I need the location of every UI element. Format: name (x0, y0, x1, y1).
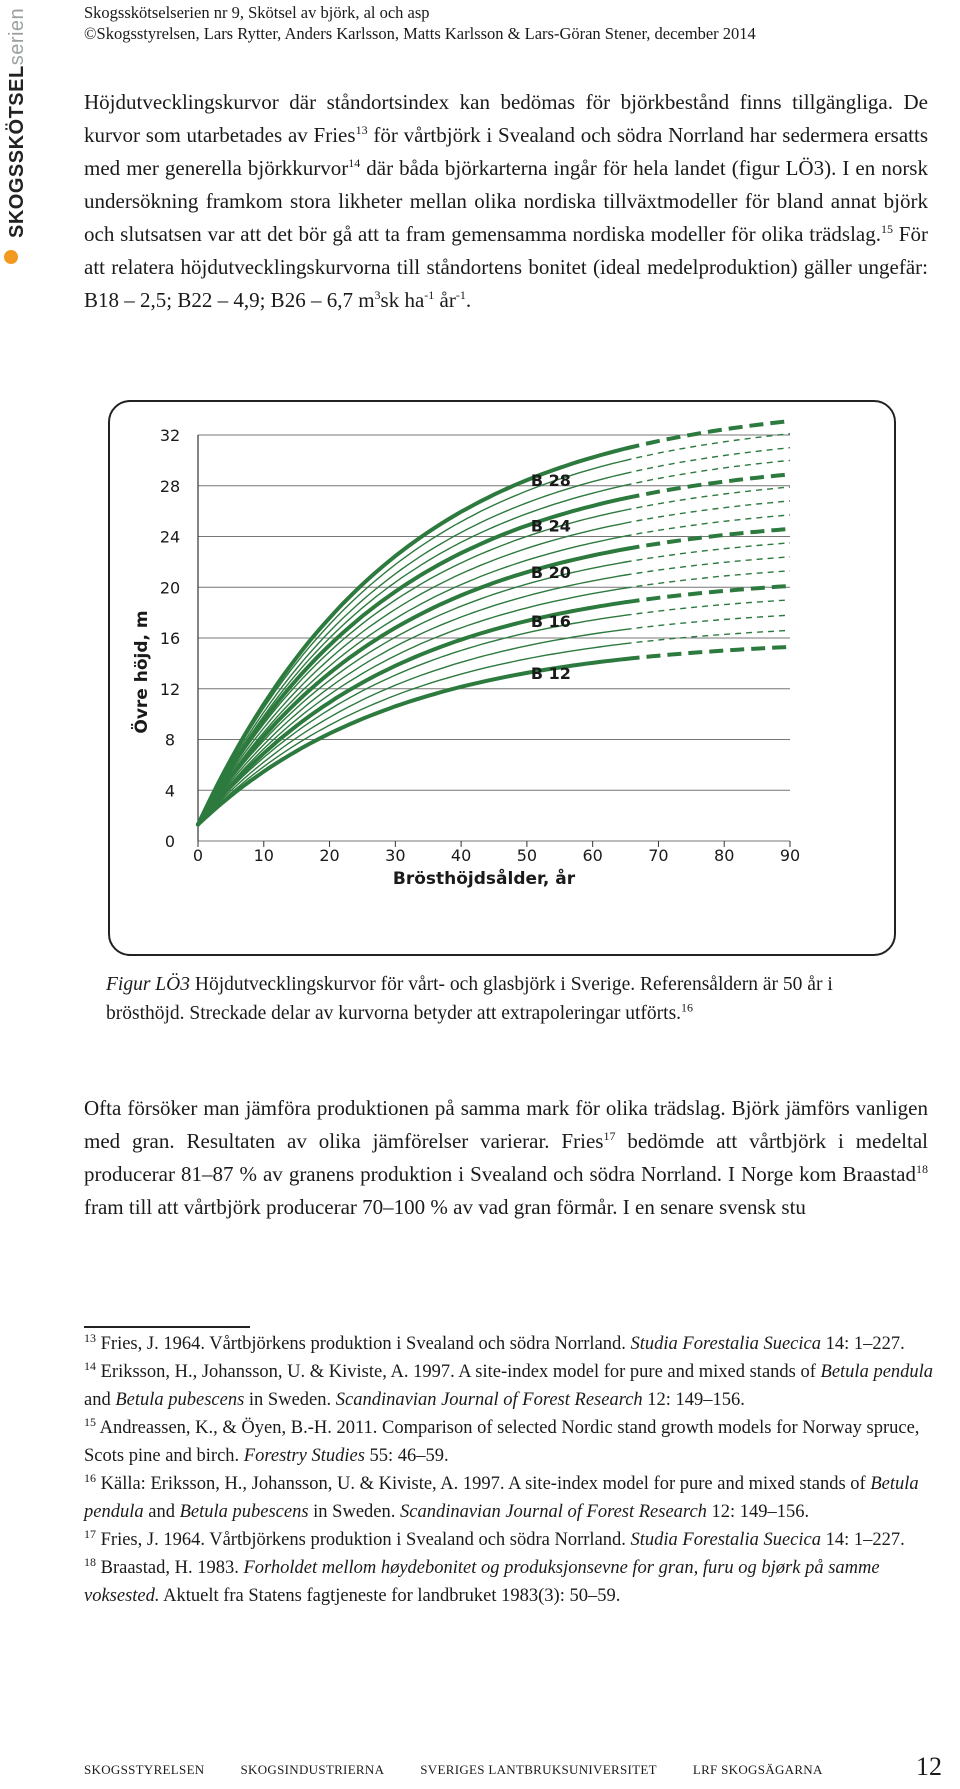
footnote-text: Betula pendula (820, 1362, 934, 1382)
y-axis-title: Övre höjd, m (132, 610, 152, 734)
y-tick-label: 16 (159, 629, 181, 648)
p1-text: För att relatera höjdutvecklingskurvorna till ståndortens bonitet (ideal medelproduktion) gäller ungefär: B18 – 2,5; B22 – 4,9; B26 – 6,7 m (84, 222, 928, 312)
caption-text: Höjdutvecklingskurvor för vårt- och glasbjörk i Sverige. Referensåldern är 50 år i brösthöjd. Streckade delar av kurvorna betyder att extrapoleringar utförts. (106, 974, 833, 1024)
footer-partner: LRF SKOGSÄGARNA (692, 1762, 823, 1777)
footnote-text: Braastad, H. 1983. (96, 1558, 244, 1578)
page-number: 12 (916, 1752, 942, 1781)
header-series: Skogsskötselserien nr 9, Skötsel av björk, al och asp (84, 3, 430, 22)
footnote-ref-14[interactable]: 14 (348, 156, 361, 170)
footnote-text: Betula pubescens (179, 1502, 309, 1522)
p2-text: Ofta försöker man jämföra produktionen på samma mark för olika trädslag. Björk jämförs vanligen med gran. Resultaten av olika jämförelser varierar. Fries (84, 1096, 928, 1153)
figure-caption (106, 970, 906, 1028)
x-tick-label: 0 (192, 846, 204, 865)
x-tick-label: 50 (516, 846, 538, 865)
series-label: B 12 (530, 663, 571, 683)
footnote-number: 15 (84, 1414, 96, 1429)
footnote-text: in Sweden. (244, 1390, 336, 1410)
side-brand (2, 7, 28, 260)
p2-text: bedömde att vårtbjörk i medeltal producerar 81–87 % av granens produktion i Svealand och södra Norrland. I Norge kom Braastad (84, 1129, 928, 1186)
p1-text: sk ha (380, 288, 425, 312)
curve-b24 (198, 498, 626, 824)
curve-thin-dashed (626, 557, 790, 575)
footnote-number: 17 (84, 1526, 96, 1541)
paragraph-1 (84, 86, 928, 317)
footnote-text: Forestry Studies (243, 1446, 365, 1466)
curve-thin-dashed (626, 487, 790, 510)
y-tick-label: 4 (164, 781, 176, 801)
footnote-ref-13[interactable]: 13 (355, 123, 368, 137)
caption-label: Figur LÖ3 (106, 974, 190, 995)
footnote-text: Fries, J. 1964. Vårtbjörkens produktion i Svealand och södra Norrland. (96, 1530, 631, 1550)
footnote-text: Fries, J. 1964. Vårtbjörkens produktion i Svealand och södra Norrland. (96, 1334, 631, 1354)
p1-text: . (465, 288, 472, 312)
footnote-15 (84, 1414, 934, 1470)
y-tick-label: 0 (164, 832, 176, 851)
p2-text: fram till att vårtbjörk producerar 70–100 % av vad gran förmår. I en senare svensk stu (84, 1195, 806, 1219)
curve-thin-dashed (626, 630, 790, 643)
footnote-number: 14 (84, 1358, 96, 1373)
footnote-text: 14: 1–227. (820, 1530, 905, 1550)
footnote-text: Scandinavian Journal of Forest Research (335, 1390, 643, 1410)
series-label: B 16 (530, 611, 571, 631)
footnote-17 (84, 1526, 934, 1554)
curve-thin-dashed (626, 434, 790, 461)
curve-thin-dashed (626, 460, 790, 485)
footnote-ref-15[interactable]: 15 (880, 222, 893, 236)
footnote-number: 16 (84, 1470, 96, 1485)
running-header (84, 2, 944, 44)
x-axis-title: Brösthöjdsålder, år (392, 869, 576, 889)
footnote-divider (84, 1326, 250, 1328)
p1-text: för vårtbjörk i Svealand och södra Norrland har sedermera ersatts med mer generella björkkurvor (84, 123, 928, 180)
footnote-13 (84, 1330, 934, 1358)
figure-lo3 (108, 400, 896, 956)
footnote-16 (84, 1470, 934, 1526)
footnote-text: and (84, 1390, 116, 1410)
curve-thin (198, 562, 626, 825)
footnote-text: 14: 1–227. (820, 1334, 905, 1354)
x-tick-label: 70 (648, 846, 669, 865)
superscript: -1 (424, 288, 435, 302)
wordmark-bold: SKOGSSKÖTSEL (6, 65, 28, 238)
x-tick-label: 20 (319, 846, 340, 865)
p1-text: Höjdutvecklingskurvor där ståndortsindex kan bedömas för björkbestånd finns tillgängliga. De kurvor som utarbetades av Fries (84, 90, 928, 147)
footnote-ref-18[interactable]: 18 (916, 1162, 928, 1176)
x-tick-label: 80 (714, 846, 735, 865)
footnote-text: Betula pubescens (115, 1390, 245, 1410)
footnote-text: Betula pendula (84, 1474, 919, 1522)
p1-text: år (434, 288, 456, 312)
y-tick-label: 8 (164, 730, 176, 750)
footnotes (84, 1330, 934, 1610)
series-label: B 28 (530, 471, 571, 491)
footnote-text: Forholdet mellom høydebonitet og produksjonsevne for gran, furu og bjørk på samme voksested. (84, 1558, 880, 1606)
curve-b12-dashed (626, 647, 790, 659)
y-tick-label: 12 (159, 679, 181, 699)
footnote-18 (84, 1554, 934, 1610)
footnote-number: 13 (84, 1330, 96, 1345)
footer-partner: SKOGSINDUSTRIERNA (240, 1762, 385, 1777)
footnote-text: Scandinavian Journal of Forest Research (400, 1502, 707, 1522)
x-tick-label: 10 (253, 846, 274, 865)
x-tick-label: 40 (450, 846, 472, 865)
footer-partner: SVERIGES LANTBRUKSUNIVERSITET (420, 1762, 657, 1777)
curve-thin-dashed (626, 501, 790, 523)
footnote-text: 12: 149–156. (706, 1502, 810, 1522)
footnote-number: 18 (84, 1554, 96, 1569)
footnote-text: in Sweden. (308, 1502, 400, 1522)
p1-text: där båda björkarterna ingår för hela landet (figur LÖ3). I en norsk undersökning framkom stora likheter mellan olika nordiska tillväxtmodeller för bland annat björk och slutsatsen var att det bör gå att ta fram gemensamma nordiska modeller för olika trädslag. (84, 156, 928, 246)
x-tick-label: 60 (582, 846, 603, 865)
brand-dot-icon (4, 250, 18, 264)
header-copyright: ©Skogsstyrelsen, Lars Rytter, Anders Karlsson, Matts Karlsson & Lars-Göran Stener, december 2014 (84, 24, 756, 43)
y-tick-label: 32 (159, 426, 181, 445)
footer-partner: SKOGSSTYRELSEN (84, 1762, 205, 1777)
series-label: B 20 (530, 563, 571, 583)
curve-thin-dashed (626, 571, 790, 588)
curve-thin-dashed (626, 600, 790, 615)
y-tick-label: 20 (159, 578, 181, 598)
footnote-ref-17[interactable]: 17 (603, 1129, 616, 1143)
series-label: B 24 (530, 516, 571, 536)
curve-thin-dashed (626, 448, 790, 474)
height-curves-chart (110, 402, 898, 958)
footnote-text: and (143, 1502, 180, 1522)
wordmark-light: serien (6, 7, 28, 66)
footnote-text: Studia Forestalia Suecica (630, 1530, 821, 1550)
series-wordmark (4, 7, 30, 238)
footnote-14 (84, 1358, 934, 1414)
footnote-text: Källa: Eriksson, H., Johansson, U. & Kiviste, A. 1997. A site-index model for pure and mixed stands of (96, 1474, 871, 1494)
paragraph-2 (84, 1092, 928, 1224)
footnote-text: Aktuelt fra Statens fagtjeneste for landbruket 1983(3): 50–59. (159, 1586, 621, 1606)
superscript: -1 (455, 288, 466, 302)
curve-thin-dashed (626, 615, 790, 629)
superscript: 3 (374, 288, 381, 302)
footnote-ref-16[interactable]: 16 (681, 1000, 694, 1015)
page-footer (84, 1762, 864, 1778)
y-tick-label: 28 (159, 476, 181, 496)
x-tick-label: 30 (385, 846, 406, 865)
footnote-text: 12: 149–156. (642, 1390, 745, 1410)
footnote-text: 55: 46–59. (364, 1446, 449, 1466)
y-tick-label: 24 (159, 527, 181, 547)
curve-b16-dashed (626, 586, 790, 602)
x-tick-label: 90 (779, 846, 801, 865)
footnote-text: Eriksson, H., Johansson, U. & Kiviste, A. 1997. A site-index model for pure and mixed stands of (96, 1362, 821, 1382)
footnote-text: Andreassen, K., & Öyen, B.-H. 2011. Comparison of selected Nordic stand growth models for Norway spruce, Scots pine and birch. (84, 1418, 920, 1466)
footnote-text: Studia Forestalia Suecica (630, 1334, 821, 1354)
